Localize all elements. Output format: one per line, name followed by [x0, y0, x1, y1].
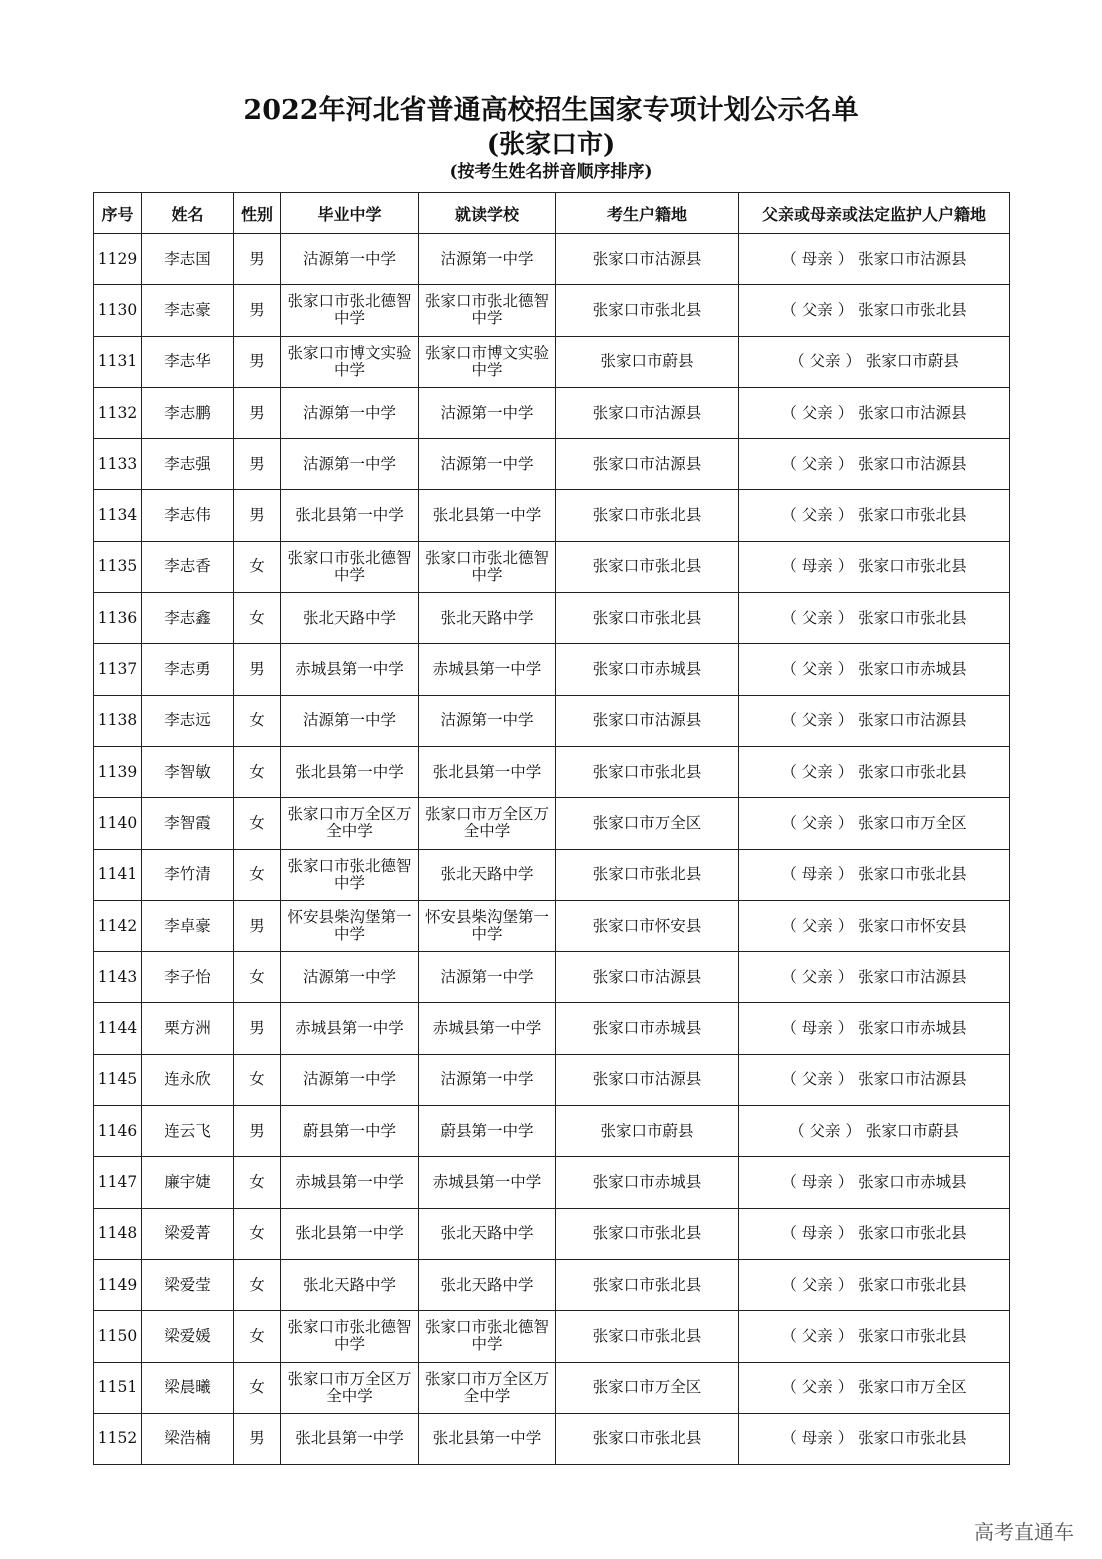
- cell-name: 李智敏: [142, 746, 234, 797]
- cell-household-registration: 张家口市张北县: [556, 593, 739, 644]
- cell-guardian-registration: （ 父亲 ） 张家口市张北县: [739, 746, 1010, 797]
- cell-current-school: 张家口市张北德智中学: [419, 285, 556, 336]
- cell-household-registration: 张家口市张北县: [556, 746, 739, 797]
- cell-current-school: 张北县第一中学: [419, 1413, 556, 1464]
- cell-guardian-registration: （ 母亲 ） 张家口市赤城县: [739, 1157, 1010, 1208]
- cell-graduated-school: 沽源第一中学: [281, 952, 419, 1003]
- cell-gender: 女: [234, 1157, 281, 1208]
- cell-household-registration: 张家口市张北县: [556, 1259, 739, 1310]
- cell-seq: 1134: [94, 490, 142, 541]
- watermark-text: 高考直通车: [974, 1520, 1074, 1544]
- col-header-seq: 序号: [94, 193, 142, 234]
- cell-seq: 1148: [94, 1208, 142, 1259]
- table-row: [94, 1106, 1010, 1157]
- cell-current-school: 张北天路中学: [419, 593, 556, 644]
- cell-gender: 男: [234, 1413, 281, 1464]
- table-row: [94, 952, 1010, 1003]
- cell-guardian-registration: （ 父亲 ） 张家口市沽源县: [739, 952, 1010, 1003]
- table-row: [94, 234, 1010, 285]
- col-header-current-school: 就读学校: [419, 193, 556, 234]
- sort-note: (按考生姓名拼音顺序排序): [449, 162, 653, 182]
- cell-guardian-registration: （ 父亲 ） 张家口市沽源县: [739, 695, 1010, 746]
- cell-seq: 1147: [94, 1157, 142, 1208]
- cell-household-registration: 张家口市张北县: [556, 541, 739, 592]
- cell-graduated-school: 张家口市万全区万全中学: [281, 1362, 419, 1413]
- cell-name: 李志鑫: [142, 593, 234, 644]
- cell-current-school: 沽源第一中学: [419, 695, 556, 746]
- cell-name: 李竹清: [142, 849, 234, 900]
- cell-current-school: 张家口市张北德智中学: [419, 541, 556, 592]
- cell-gender: 女: [234, 1054, 281, 1105]
- cell-graduated-school: 怀安县柴沟堡第一中学: [281, 900, 419, 951]
- cell-current-school: 张北天路中学: [419, 1208, 556, 1259]
- cell-name: 梁爱莹: [142, 1259, 234, 1310]
- table-row: [94, 285, 1010, 336]
- cell-household-registration: 张家口市张北县: [556, 849, 739, 900]
- cell-current-school: 沽源第一中学: [419, 1054, 556, 1105]
- table-row: [94, 1208, 1010, 1259]
- table-row: [94, 1003, 1010, 1054]
- table-row: [94, 593, 1010, 644]
- cell-seq: 1137: [94, 644, 142, 695]
- cell-seq: 1132: [94, 387, 142, 438]
- cell-seq: 1129: [94, 234, 142, 285]
- cell-name: 栗方洲: [142, 1003, 234, 1054]
- cell-seq: 1152: [94, 1413, 142, 1464]
- cell-seq: 1139: [94, 746, 142, 797]
- cell-graduated-school: 张家口市张北德智中学: [281, 285, 419, 336]
- cell-name: 李志勇: [142, 644, 234, 695]
- cell-current-school: 张北天路中学: [419, 849, 556, 900]
- cell-gender: 男: [234, 490, 281, 541]
- cell-seq: 1136: [94, 593, 142, 644]
- cell-gender: 男: [234, 1003, 281, 1054]
- cell-household-registration: 张家口市沽源县: [556, 439, 739, 490]
- cell-gender: 女: [234, 1259, 281, 1310]
- cell-household-registration: 张家口市沽源县: [556, 1054, 739, 1105]
- table-row: [94, 541, 1010, 592]
- cell-gender: 女: [234, 1311, 281, 1362]
- cell-name: 李子怡: [142, 952, 234, 1003]
- document-title: 2022年河北省普通高校招生国家专项计划公示名单: [243, 95, 859, 126]
- cell-graduated-school: 沽源第一中学: [281, 695, 419, 746]
- table-row: [94, 490, 1010, 541]
- cell-name: 李志华: [142, 336, 234, 387]
- cell-name: 李志远: [142, 695, 234, 746]
- cell-gender: 女: [234, 746, 281, 797]
- cell-graduated-school: 赤城县第一中学: [281, 644, 419, 695]
- cell-seq: 1130: [94, 285, 142, 336]
- cell-current-school: 张家口市博文实验中学: [419, 336, 556, 387]
- cell-guardian-registration: （ 父亲 ） 张家口市怀安县: [739, 900, 1010, 951]
- cell-guardian-registration: （ 母亲 ） 张家口市张北县: [739, 849, 1010, 900]
- cell-guardian-registration: （ 父亲 ） 张家口市万全区: [739, 798, 1010, 849]
- cell-guardian-registration: （ 父亲 ） 张家口市沽源县: [739, 439, 1010, 490]
- cell-guardian-registration: （ 父亲 ） 张家口市沽源县: [739, 1054, 1010, 1105]
- cell-name: 梁晨曦: [142, 1362, 234, 1413]
- cell-current-school: 张家口市万全区万全中学: [419, 798, 556, 849]
- cell-gender: 男: [234, 234, 281, 285]
- cell-current-school: 张家口市万全区万全中学: [419, 1362, 556, 1413]
- cell-guardian-registration: （ 父亲 ） 张家口市沽源县: [739, 387, 1010, 438]
- cell-seq: 1151: [94, 1362, 142, 1413]
- cell-name: 梁爱菁: [142, 1208, 234, 1259]
- cell-household-registration: 张家口市赤城县: [556, 1157, 739, 1208]
- cell-guardian-registration: （ 父亲 ） 张家口市张北县: [739, 593, 1010, 644]
- cell-seq: 1131: [94, 336, 142, 387]
- table-row: [94, 695, 1010, 746]
- cell-current-school: 张北天路中学: [419, 1259, 556, 1310]
- table-row: [94, 387, 1010, 438]
- cell-seq: 1146: [94, 1106, 142, 1157]
- cell-gender: 女: [234, 849, 281, 900]
- cell-guardian-registration: （ 父亲 ） 张家口市张北县: [739, 1311, 1010, 1362]
- cell-graduated-school: 赤城县第一中学: [281, 1003, 419, 1054]
- cell-gender: 男: [234, 1106, 281, 1157]
- cell-current-school: 张家口市张北德智中学: [419, 1311, 556, 1362]
- cell-graduated-school: 张家口市张北德智中学: [281, 1311, 419, 1362]
- cell-household-registration: 张家口市沽源县: [556, 234, 739, 285]
- cell-current-school: 赤城县第一中学: [419, 1003, 556, 1054]
- cell-seq: 1150: [94, 1311, 142, 1362]
- cell-gender: 女: [234, 1208, 281, 1259]
- table-row: [94, 746, 1010, 797]
- cell-seq: 1133: [94, 439, 142, 490]
- cell-guardian-registration: （ 父亲 ） 张家口市张北县: [739, 1259, 1010, 1310]
- cell-current-school: 张北县第一中学: [419, 490, 556, 541]
- cell-graduated-school: 沽源第一中学: [281, 439, 419, 490]
- cell-graduated-school: 赤城县第一中学: [281, 1157, 419, 1208]
- cell-graduated-school: 张北县第一中学: [281, 1208, 419, 1259]
- cell-household-registration: 张家口市万全区: [556, 798, 739, 849]
- cell-seq: 1138: [94, 695, 142, 746]
- cell-current-school: 沽源第一中学: [419, 439, 556, 490]
- cell-gender: 女: [234, 1362, 281, 1413]
- cell-current-school: 沽源第一中学: [419, 387, 556, 438]
- cell-graduated-school: 张北县第一中学: [281, 490, 419, 541]
- cell-household-registration: 张家口市张北县: [556, 1311, 739, 1362]
- table-row: [94, 1259, 1010, 1310]
- cell-graduated-school: 张北县第一中学: [281, 1413, 419, 1464]
- table-row: [94, 798, 1010, 849]
- cell-guardian-registration: （ 父亲 ） 张家口市张北县: [739, 490, 1010, 541]
- cell-name: 李志伟: [142, 490, 234, 541]
- cell-household-registration: 张家口市沽源县: [556, 695, 739, 746]
- cell-household-registration: 张家口市张北县: [556, 1413, 739, 1464]
- cell-guardian-registration: （ 母亲 ） 张家口市张北县: [739, 1413, 1010, 1464]
- cell-seq: 1149: [94, 1259, 142, 1310]
- cell-household-registration: 张家口市张北县: [556, 1208, 739, 1259]
- cell-household-registration: 张家口市沽源县: [556, 387, 739, 438]
- cell-graduated-school: 蔚县第一中学: [281, 1106, 419, 1157]
- cell-graduated-school: 张北天路中学: [281, 1259, 419, 1310]
- cell-seq: 1140: [94, 798, 142, 849]
- cell-graduated-school: 张家口市博文实验中学: [281, 336, 419, 387]
- cell-graduated-school: 沽源第一中学: [281, 387, 419, 438]
- cell-name: 李卓豪: [142, 900, 234, 951]
- table-row: [94, 644, 1010, 695]
- document-subtitle: (张家口市): [486, 130, 616, 160]
- cell-household-registration: 张家口市赤城县: [556, 644, 739, 695]
- col-header-household-registration: 考生户籍地: [556, 193, 739, 234]
- cell-current-school: 沽源第一中学: [419, 952, 556, 1003]
- cell-guardian-registration: （ 父亲 ） 张家口市赤城县: [739, 644, 1010, 695]
- cell-name: 连永欣: [142, 1054, 234, 1105]
- cell-household-registration: 张家口市张北县: [556, 285, 739, 336]
- cell-name: 梁爱媛: [142, 1311, 234, 1362]
- cell-gender: 女: [234, 798, 281, 849]
- cell-current-school: 怀安县柴沟堡第一中学: [419, 900, 556, 951]
- cell-seq: 1144: [94, 1003, 142, 1054]
- cell-gender: 男: [234, 439, 281, 490]
- cell-household-registration: 张家口市万全区: [556, 1362, 739, 1413]
- cell-name: 梁浩楠: [142, 1413, 234, 1464]
- cell-gender: 女: [234, 695, 281, 746]
- cell-gender: 女: [234, 541, 281, 592]
- cell-graduated-school: 张北天路中学: [281, 593, 419, 644]
- col-header-guardian-registration: 父亲或母亲或法定监护人户籍地: [739, 193, 1010, 234]
- roster-body: [94, 234, 1010, 1465]
- cell-gender: 男: [234, 644, 281, 695]
- table-row: [94, 900, 1010, 951]
- cell-guardian-registration: （ 父亲 ） 张家口市万全区: [739, 1362, 1010, 1413]
- cell-seq: 1142: [94, 900, 142, 951]
- cell-gender: 男: [234, 285, 281, 336]
- cell-name: 李智霞: [142, 798, 234, 849]
- cell-guardian-registration: （ 父亲 ） 张家口市张北县: [739, 285, 1010, 336]
- table-row: [94, 1157, 1010, 1208]
- cell-name: 李志国: [142, 234, 234, 285]
- cell-name: 廉宇婕: [142, 1157, 234, 1208]
- header-row: [94, 193, 1010, 234]
- cell-gender: 男: [234, 336, 281, 387]
- cell-graduated-school: 沽源第一中学: [281, 234, 419, 285]
- cell-guardian-registration: （ 母亲 ） 张家口市张北县: [739, 1208, 1010, 1259]
- cell-name: 连云飞: [142, 1106, 234, 1157]
- roster-table: [93, 192, 1010, 1465]
- cell-household-registration: 张家口市怀安县: [556, 900, 739, 951]
- cell-guardian-registration: （ 母亲 ） 张家口市赤城县: [739, 1003, 1010, 1054]
- table-row: [94, 1054, 1010, 1105]
- col-header-graduated-school: 毕业中学: [281, 193, 419, 234]
- cell-gender: 女: [234, 952, 281, 1003]
- cell-name: 李志豪: [142, 285, 234, 336]
- cell-seq: 1135: [94, 541, 142, 592]
- cell-current-school: 沽源第一中学: [419, 234, 556, 285]
- cell-gender: 男: [234, 900, 281, 951]
- cell-household-registration: 张家口市沽源县: [556, 952, 739, 1003]
- cell-guardian-registration: （ 母亲 ） 张家口市张北县: [739, 541, 1010, 592]
- table-row: [94, 439, 1010, 490]
- cell-graduated-school: 张家口市张北德智中学: [281, 849, 419, 900]
- cell-household-registration: 张家口市赤城县: [556, 1003, 739, 1054]
- cell-graduated-school: 张家口市万全区万全中学: [281, 798, 419, 849]
- cell-guardian-registration: （ 母亲 ） 张家口市沽源县: [739, 234, 1010, 285]
- cell-current-school: 赤城县第一中学: [419, 644, 556, 695]
- cell-household-registration: 张家口市蔚县: [556, 1106, 739, 1157]
- col-header-name: 姓名: [142, 193, 234, 234]
- cell-seq: 1145: [94, 1054, 142, 1105]
- cell-seq: 1141: [94, 849, 142, 900]
- cell-current-school: 张北县第一中学: [419, 746, 556, 797]
- table-row: [94, 1362, 1010, 1413]
- cell-household-registration: 张家口市张北县: [556, 490, 739, 541]
- table-row: [94, 1413, 1010, 1464]
- cell-graduated-school: 张家口市张北德智中学: [281, 541, 419, 592]
- cell-name: 李志鹏: [142, 387, 234, 438]
- col-header-gender: 性别: [234, 193, 281, 234]
- cell-current-school: 蔚县第一中学: [419, 1106, 556, 1157]
- cell-seq: 1143: [94, 952, 142, 1003]
- cell-name: 李志香: [142, 541, 234, 592]
- cell-graduated-school: 沽源第一中学: [281, 1054, 419, 1105]
- cell-gender: 女: [234, 593, 281, 644]
- table-row: [94, 849, 1010, 900]
- cell-current-school: 赤城县第一中学: [419, 1157, 556, 1208]
- cell-graduated-school: 张北县第一中学: [281, 746, 419, 797]
- table-row: [94, 1311, 1010, 1362]
- cell-household-registration: 张家口市蔚县: [556, 336, 739, 387]
- cell-guardian-registration: （ 父亲 ） 张家口市蔚县: [739, 336, 1010, 387]
- cell-gender: 男: [234, 387, 281, 438]
- cell-name: 李志强: [142, 439, 234, 490]
- table-row: [94, 336, 1010, 387]
- cell-guardian-registration: （ 父亲 ） 张家口市蔚县: [739, 1106, 1010, 1157]
